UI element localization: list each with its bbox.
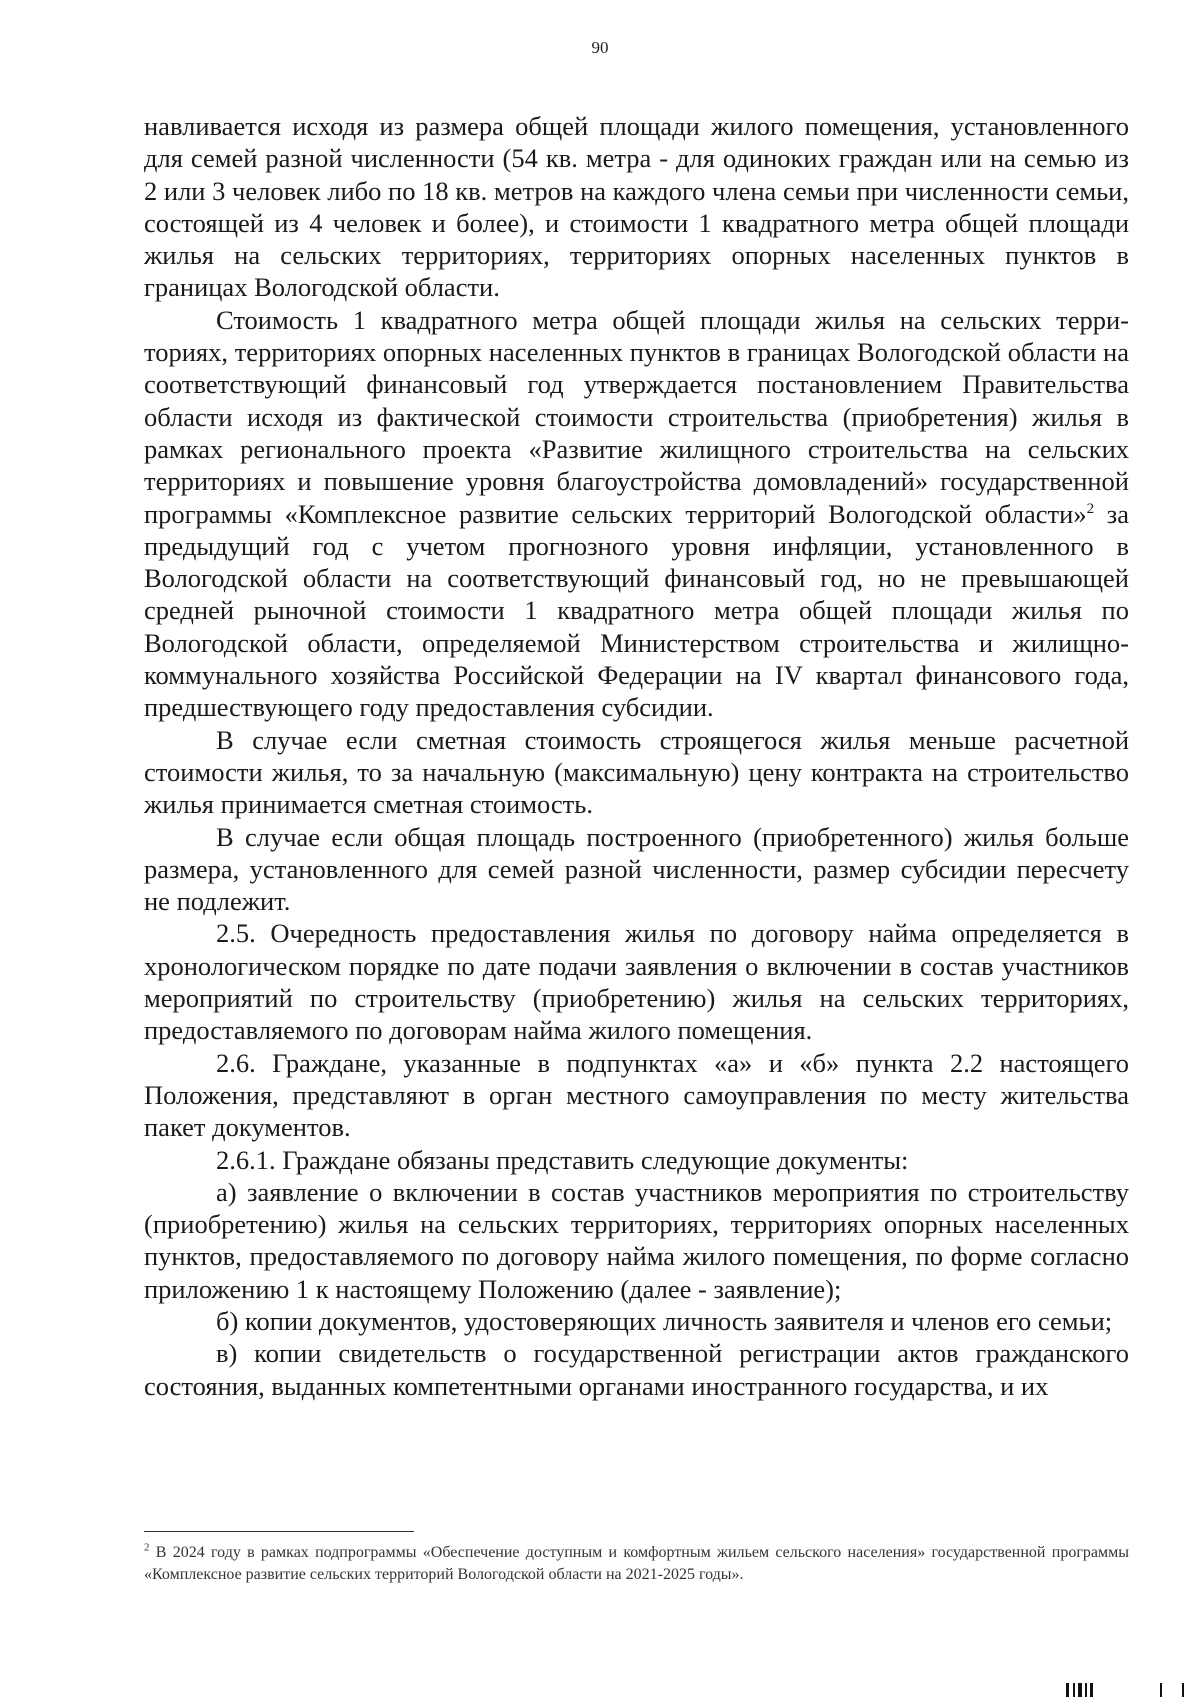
paragraph-5: 2.5. Очередность предоставления жилья по договору найма определяется в хронологическом порядке по дате подачи заявления о включении в состав участников мероприятий по строительству (приобретению) жилья на сельских территориях, предоставляемого по договорам найма жилого помещения. xyxy=(144,918,1129,1046)
paragraph-1: навливается исходя из размера общей площади жилого помещения, установленного для семей разной численности (54 кв. метра - для одиноких граждан или на семью из 2 или 3 человек либо по 18 кв. метров на каждого члена семьи при численности семьи, состоящей из 4 человек и более), и стоимости 1 квадратного метра общей площади жилья на сельских территориях, территориях опорных населенных пунктов в границах Вологодской области. xyxy=(144,111,1129,303)
scan-mark xyxy=(1090,1683,1093,1697)
paragraph-2-text-a: Стоимость 1 квадратного метра общей площади жилья на сельских территориях, территориях опорных населенных пунктов в границах Вологодской области на соответствующий финансовый год утверждается постановлением Правительства области исходя из фактической стоимости строительства (приобретения) жилья в рамках регионального проекта «Развитие жилищного строительства на сельских территориях и повышение уровня благоустройства домовладений» государственной программы «Комплексное развитие сельских территорий Вологодской области» xyxy=(144,304,1129,529)
footnote-marker: 2 xyxy=(144,1541,150,1554)
paragraph-9: б) копии документов, удостоверяющих личность заявителя и членов его семьи; xyxy=(216,1305,1113,1336)
scan-mark xyxy=(1078,1683,1082,1697)
scan-mark xyxy=(1066,1683,1069,1697)
paragraph-6: 2.6. Граждане, указанные в подпунктах «а» и «б» пункта 2.2 настоящего Положения, представляют в орган местного самоуправления по месту жительства пакет документов. xyxy=(144,1047,1129,1143)
footnote-text: В 2024 году в рамках подпрограммы «Обеспечение доступным и комфортным жильем сельского населения» государственной программы «Комплексное развитие сельских территорий Вологодской области на 2021-2025 годы». xyxy=(144,1544,1129,1583)
scan-mark xyxy=(1182,1683,1184,1697)
scan-mark xyxy=(1085,1683,1087,1697)
scan-mark xyxy=(1073,1683,1075,1697)
paragraph-3: В случае если сметная стоимость строящегося жилья меньше расчетной стоимости жилья, то за начальную (максимальную) цену контракта на строительство жилья принимается сметная стоимость. xyxy=(144,724,1129,820)
footnote xyxy=(144,1542,1129,1586)
document-body xyxy=(144,110,1129,1402)
footnote-separator xyxy=(144,1531,414,1532)
paragraph-10: в) копии свидетельств о государственной регистрации актов гражданского состояния, выданных компетентными органами иностранного государства, и их xyxy=(144,1338,1129,1401)
paragraph-2-text-b: за предыдущий год с учетом прогнозного уровня инфляции, установленного в Вологодской области на соответствующий финансовый год, но не превышающей средней рыночной стоимости 1 квадратного метра общей площади жилья по Вологодской области, определяемой Министерством строительства и жилищно-коммунального хозяйства Российской Федерации на IV квартал финансового года, предшествующего году предоставления субсидии. xyxy=(144,498,1129,723)
paragraph-7: 2.6.1. Граждане обязаны представить следующие документы: xyxy=(216,1144,909,1175)
footnote-reference: 2 xyxy=(1086,500,1095,517)
scan-mark xyxy=(1160,1683,1162,1697)
page-number: 90 xyxy=(591,38,609,57)
paragraph-4: В случае если общая площадь построенного (приобретенного) жилья больше размера, установленного для семей разной численности, размер субсидии пересчету не подлежит. xyxy=(144,821,1129,917)
paragraph-8: а) заявление о включении в состав участников мероприятия по строительству (приобретению) жилья на сельских территориях, территориях опорных населенных пунктов, предоставляемого по договору найма жилого помещения, по форме согласно приложению 1 к настоящему Положению (далее - заявление); xyxy=(144,1176,1129,1304)
paragraph-2 xyxy=(144,304,1129,724)
